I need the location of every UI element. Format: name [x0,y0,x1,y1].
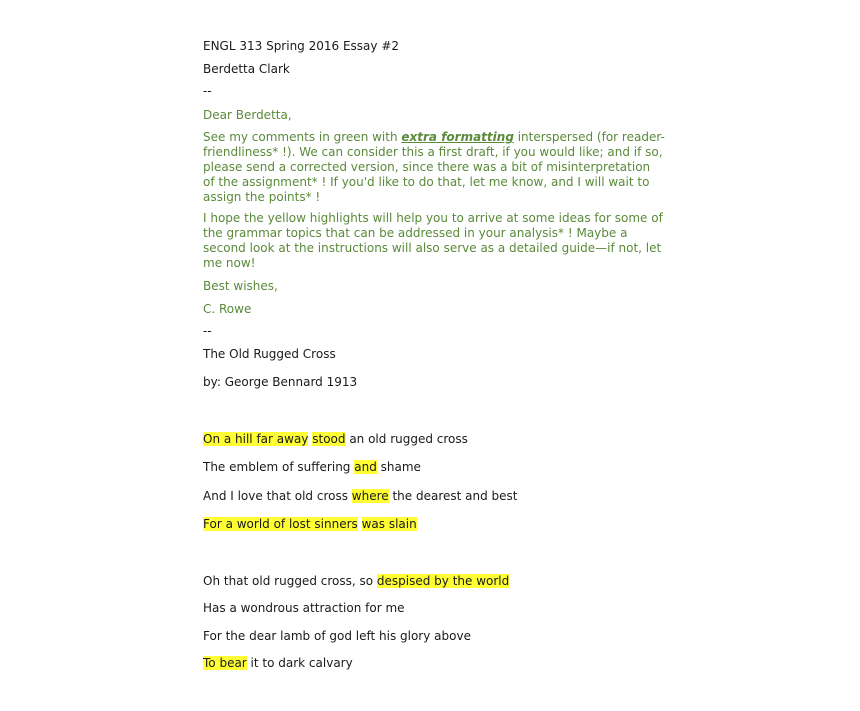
poem-line [203,601,405,616]
highlighted-text: where [351,489,389,503]
poem-text: Oh that old rugged cross, so [203,574,377,588]
poem-line [203,574,509,589]
separator: -- [203,324,212,338]
course-heading: ENGL 313 Spring 2016 Essay #2 [203,39,400,53]
highlighted-text: was slain [361,517,417,531]
highlighted-text: despised by the world [376,574,510,588]
highlighted-text: and [354,460,377,474]
feedback-signature: C. Rowe [203,302,252,316]
poem-text: an old rugged cross [345,432,468,446]
poem-line [203,489,518,504]
poem-byline: by: George Bennard 1913 [203,375,358,389]
poem-text: For the dear lamb of god left his glory above [203,629,471,643]
highlighted-text: To bear [203,656,247,670]
poem-text: it to dark calvary [246,656,353,670]
poem-text: Has a wondrous attraction for me [203,601,405,615]
highlighted-text: On a hill far away [203,432,309,446]
feedback-paragraph-2: I hope the yellow highlights will help you to arrive at some ideas for some of the grammar topics that can be addressed in your analysis* ! Maybe a second look at the instructions will also serve as a detailed guide—if not, let me now! [203,211,663,270]
poem-title: The Old Rugged Cross [203,347,336,361]
separator: -- [203,84,212,98]
poem-text: And I love that old cross [203,489,352,503]
extra-formatting-emphasis: extra formatting [401,130,514,144]
poem-text: shame [376,460,421,474]
highlighted-text: For a world of lost sinners [203,517,358,531]
poem-line [203,432,468,447]
feedback-greeting: Dear Berdetta, [203,108,292,122]
feedback-text: interspersed (for reader-friendliness* !). We can consider this a first draft, if you would like; and if so, please send a corrected version, since there was a bit of misinterpretation of the assignment* ! If you'd like to do that, let me know, and I will wait to assign the points* ! [203,130,665,204]
poem-line [203,656,353,671]
poem-text: the dearest and best [388,489,518,503]
poem-text: The emblem of suffering [203,460,355,474]
feedback-text: See my comments in green with [203,130,402,144]
poem-line [203,517,417,532]
feedback-closing: Best wishes, [203,279,278,293]
poem-line [203,460,421,475]
highlighted-text: stood [312,432,346,446]
author-name: Berdetta Clark [203,62,290,76]
feedback-paragraph-1 [203,130,665,205]
poem-line [203,629,471,644]
